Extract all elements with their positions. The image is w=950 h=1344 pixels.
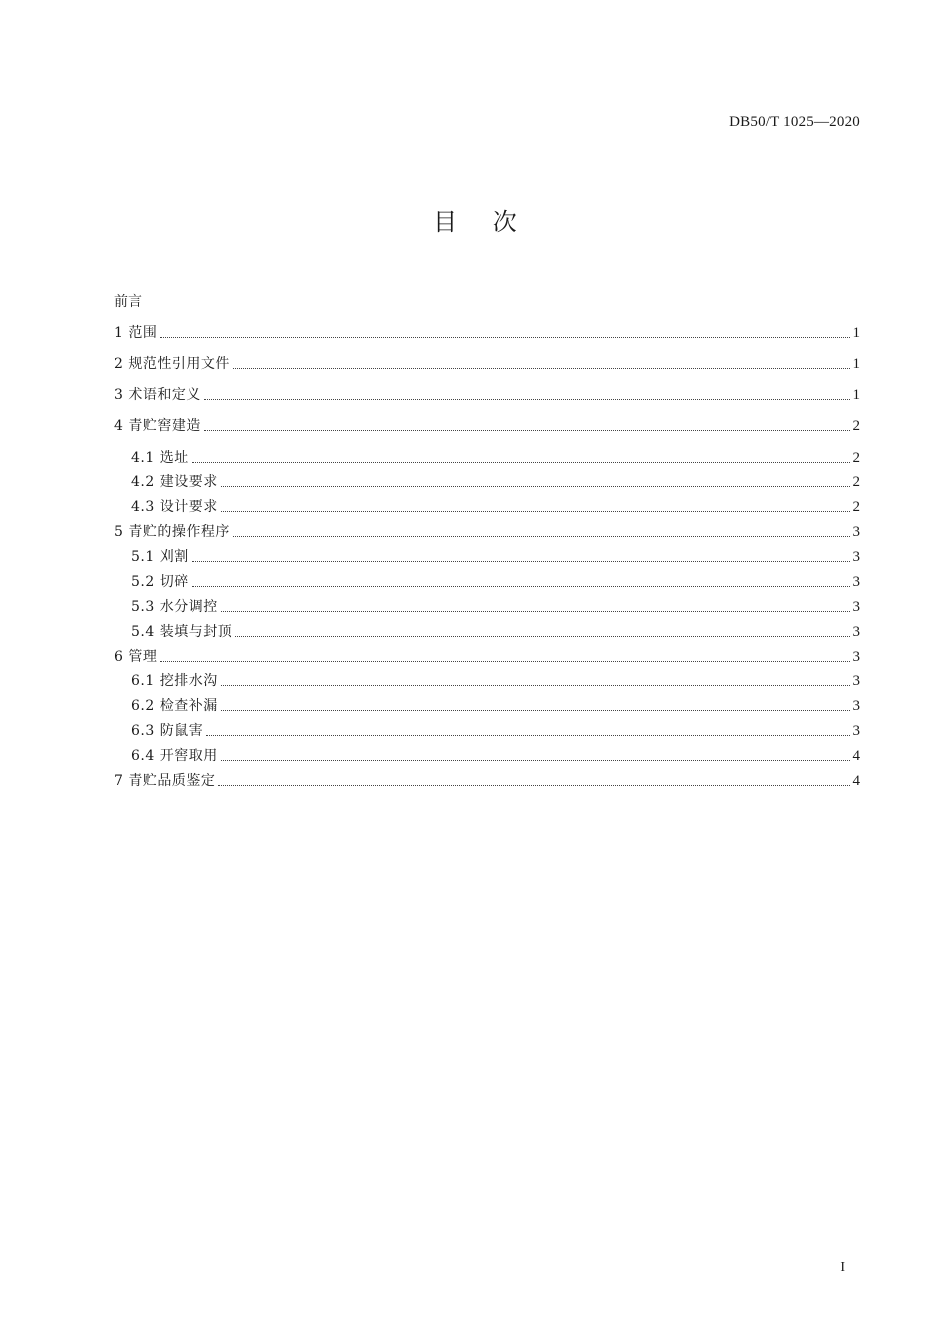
toc-entry-label: 5.2 切碎 (131, 574, 189, 590)
toc-entry-label: 5.4 装填与封顶 (131, 624, 233, 640)
toc-entry-page: 3 (852, 549, 860, 565)
toc-entry[interactable] (114, 647, 860, 667)
document-code: DB50/T 1025—2020 (729, 114, 860, 130)
toc-entry-page: 2 (852, 418, 860, 434)
toc-entry-label: 5.1 刈割 (131, 549, 189, 565)
toc-preface: 前言 (114, 294, 142, 310)
toc-dot-leader (233, 367, 850, 369)
toc-dot-leader (218, 784, 849, 786)
toc-dot-leader (206, 734, 849, 736)
toc-entry[interactable] (131, 547, 860, 567)
toc-dot-leader (221, 684, 850, 686)
toc-entry-label: 6.3 防鼠害 (131, 723, 204, 739)
toc-entry-label: 6.2 检查补漏 (131, 698, 218, 714)
toc-entry[interactable] (114, 522, 860, 542)
toc-entry-page: 2 (852, 474, 860, 490)
toc-dot-leader (221, 485, 850, 487)
toc-entry[interactable] (131, 448, 860, 468)
toc-entry-page: 1 (852, 356, 860, 372)
toc-dot-leader (160, 336, 849, 338)
toc-entry-label: 4.1 选址 (131, 450, 189, 466)
toc-entry-label: 3 术语和定义 (114, 387, 201, 403)
toc-entry-label: 2 规范性引用文件 (114, 356, 230, 372)
toc-entry-page: 3 (852, 524, 860, 540)
toc-dot-leader (233, 535, 850, 537)
toc-entry[interactable] (131, 572, 860, 592)
toc-dot-leader (192, 461, 850, 463)
toc-entry[interactable] (131, 472, 860, 492)
toc-entry[interactable] (131, 746, 860, 766)
toc-dot-leader (221, 759, 850, 761)
toc-entry-page: 4 (852, 748, 860, 764)
toc-entry-label: 6 管理 (114, 649, 158, 665)
toc-dot-leader (204, 429, 850, 431)
toc-entry[interactable] (114, 416, 860, 436)
toc-entry-label: 1 范围 (114, 325, 158, 341)
toc-entry[interactable] (131, 671, 860, 691)
toc-dot-leader (160, 660, 849, 662)
toc-entry-page: 3 (852, 649, 860, 665)
toc-entry-label: 4.2 建设要求 (131, 474, 218, 490)
toc-entry-label: 4.3 设计要求 (131, 499, 218, 515)
toc-entry-label: 6.1 挖排水沟 (131, 673, 218, 689)
toc-entry-page: 1 (852, 325, 860, 341)
toc-entry-page: 3 (852, 698, 860, 714)
toc-entry-label: 4 青贮窖建造 (114, 418, 201, 434)
toc-entry-page: 1 (852, 387, 860, 403)
toc-entry[interactable] (114, 771, 860, 791)
toc-entry-page: 2 (852, 450, 860, 466)
toc-entry[interactable] (131, 721, 860, 741)
toc-dot-leader (235, 635, 849, 637)
toc-entry-label: 5 青贮的操作程序 (114, 524, 230, 540)
toc-dot-leader (204, 398, 850, 400)
toc-entry-label: 5.3 水分调控 (131, 599, 218, 615)
toc-dot-leader (221, 510, 850, 512)
toc-entry[interactable] (131, 497, 860, 517)
toc-entry[interactable] (114, 385, 860, 405)
toc-entry[interactable] (131, 622, 860, 642)
toc-dot-leader (221, 709, 850, 711)
toc-entry-page: 2 (852, 499, 860, 515)
toc-entry-page: 3 (852, 723, 860, 739)
page-title: 目 次 (433, 208, 531, 236)
toc-entry[interactable] (131, 597, 860, 617)
toc-entry-page: 4 (852, 773, 860, 789)
toc-entry-page: 3 (852, 599, 860, 615)
toc-entry[interactable] (114, 323, 860, 343)
toc-entry-label: 6.4 开窖取用 (131, 748, 218, 764)
toc-dot-leader (192, 560, 850, 562)
toc-entry-page: 3 (852, 624, 860, 640)
toc-dot-leader (192, 585, 850, 587)
toc-entry-page: 3 (852, 673, 860, 689)
page-number: I (840, 1260, 845, 1275)
toc-dot-leader (221, 610, 850, 612)
toc-entry[interactable] (114, 354, 860, 374)
toc-entry-label: 7 青贮品质鉴定 (114, 773, 216, 789)
toc-entry[interactable] (131, 696, 860, 716)
toc-entry-page: 3 (852, 574, 860, 590)
